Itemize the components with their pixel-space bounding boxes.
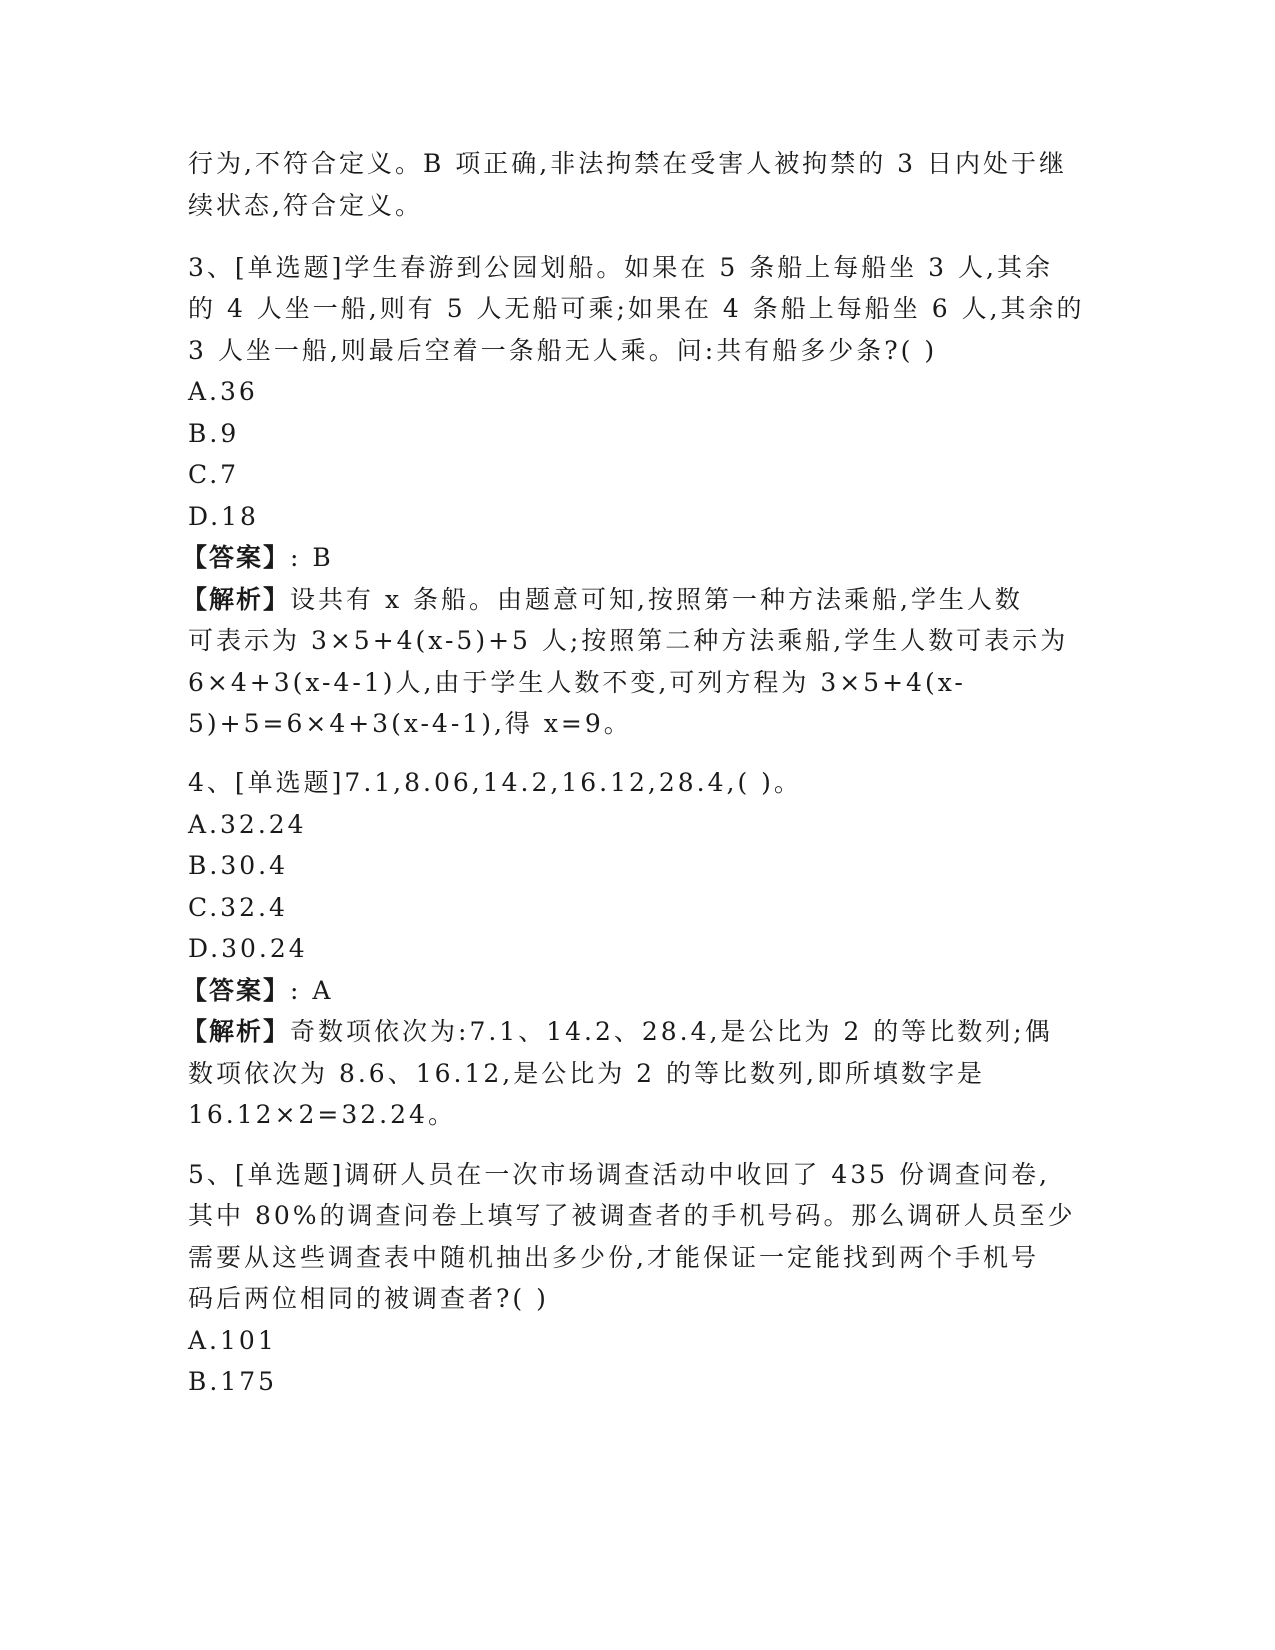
question-4-analysis-line: 数项依次为 8.6、16.12,是公比为 2 的等比数列,即所填数字是 <box>188 1059 985 1088</box>
question-3-stem: 3、[单选题]学生春游到公园划船。如果在 5 条船上每船坐 3 人,其余 <box>188 253 1053 282</box>
question-4-option-b: B.30.4 <box>188 851 288 880</box>
question-4-answer <box>182 974 333 1008</box>
answer-value: : A <box>290 976 334 1005</box>
question-5-option-b: B.175 <box>188 1367 278 1396</box>
question-4-option-a: A.32.24 <box>188 810 307 839</box>
question-5-option-a: A.101 <box>188 1326 277 1355</box>
answer-label: 【答案】 <box>182 976 291 1005</box>
question-4-option-d: D.30.24 <box>188 934 308 963</box>
question-4-option-c: C.32.4 <box>188 893 288 922</box>
question-5-stem: 其中 80%的调查问卷上填写了被调查者的手机号码。那么调研人员至少 <box>188 1201 1076 1230</box>
question-5-stem: 5、[单选题]调研人员在一次市场调查活动中收回了 435 份调查问卷, <box>188 1160 1050 1189</box>
question-3-answer <box>182 541 334 575</box>
question-4-analysis <box>182 1015 1053 1049</box>
question-5-stem: 码后两位相同的被调查者?( ) <box>188 1284 549 1313</box>
question-5-stem: 需要从这些调查表中随机抽出多少份,才能保证一定能找到两个手机号 <box>188 1243 1039 1272</box>
analysis-label: 【解析】 <box>182 585 291 614</box>
analysis-label: 【解析】 <box>182 1017 291 1046</box>
question-3-option-b: B.9 <box>188 419 240 448</box>
question-3-stem: 3 人坐一船,则最后空着一条船无人乘。问:共有船多少条?( ) <box>188 336 938 365</box>
answer-label: 【答案】 <box>182 543 291 572</box>
question-3-option-d: D.18 <box>188 502 259 531</box>
analysis-text: 设共有 x 条船。由题意可知,按照第一种方法乘船,学生人数 <box>290 585 1023 614</box>
question-3-option-a: A.36 <box>188 377 258 406</box>
continuation-line: 行为,不符合定义。B 项正确,非法拘禁在受害人被拘禁的 3 日内处于继 <box>188 149 1068 178</box>
question-3-analysis-line: 6×4+3(x-4-1)人,由于学生人数不变,可列方程为 3×5+4(x- <box>188 668 966 697</box>
question-3-stem: 的 4 人坐一船,则有 5 人无船可乘;如果在 4 条船上每船坐 6 人,其余的 <box>188 294 1085 323</box>
answer-value: : B <box>290 543 334 572</box>
question-4-analysis-line: 16.12×2=32.24。 <box>188 1100 456 1129</box>
analysis-text: 奇数项依次为:7.1、14.2、28.4,是公比为 2 的等比数列;偶 <box>290 1017 1053 1046</box>
continuation-line: 续状态,符合定义。 <box>188 191 423 220</box>
question-4-stem: 4、[单选题]7.1,8.06,14.2,16.12,28.4,( )。 <box>188 768 802 797</box>
question-3-option-c: C.7 <box>188 460 240 489</box>
question-3-analysis-line: 可表示为 3×5+4(x-5)+5 人;按照第二种方法乘船,学生人数可表示为 <box>188 626 1069 655</box>
question-3-analysis-line: 5)+5=6×4+3(x-4-1),得 x=9。 <box>188 709 632 738</box>
question-3-analysis <box>182 583 1023 617</box>
